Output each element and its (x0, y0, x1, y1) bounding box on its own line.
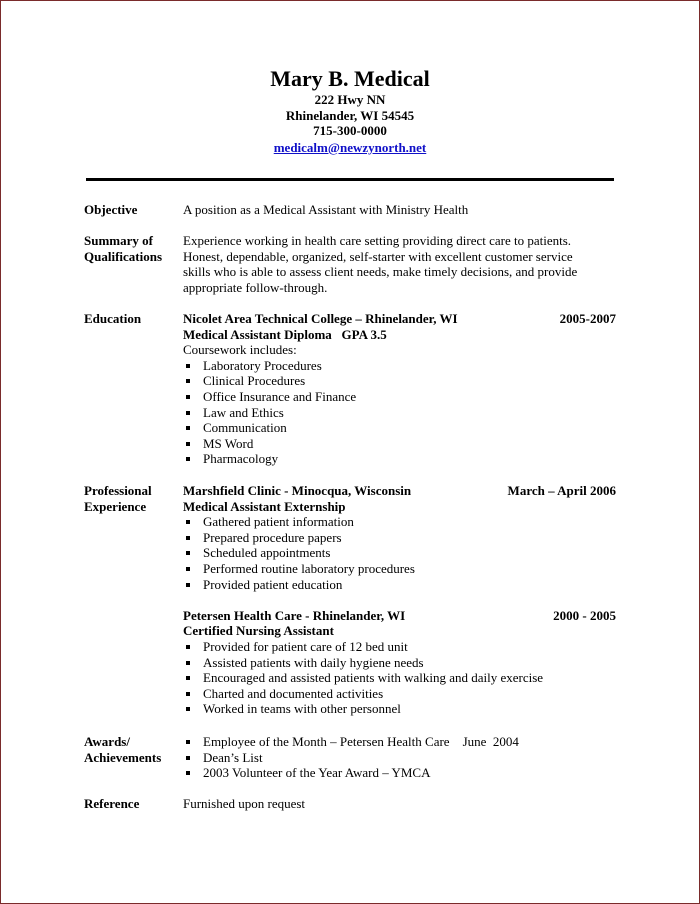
applicant-name: Mary B. Medical (270, 66, 430, 91)
list-item: Dean’s List (183, 750, 616, 766)
course-list (183, 358, 616, 467)
experience-label: Professional Experience (84, 483, 152, 514)
education-body (183, 311, 616, 467)
email-link[interactable]: medicalm@newzynorth.net (273, 139, 427, 155)
school-name: Nicolet Area Technical College – Rhinelander, WI (183, 311, 458, 326)
list-item: Communication (183, 420, 616, 436)
employer-name: Petersen Health Care - Rhinelander, WI (183, 607, 406, 623)
employer-name: Marshfield Clinic - Minocqua, Wisconsin (183, 483, 412, 498)
summary-label: Summary of Qualifications (84, 233, 163, 264)
coursework-intro: Coursework includes: (183, 342, 297, 358)
degree: Medical Assistant Diploma GPA 3.5 (183, 326, 387, 342)
list-item: Charted and documented activities (183, 686, 616, 702)
job-title: Medical Assistant Externship (183, 498, 346, 514)
list-item: Assisted patients with daily hygiene needs (183, 655, 616, 671)
list-item: Provided patient education (183, 577, 616, 593)
phone-number: 715-300-0000 (313, 123, 387, 138)
awards-body (183, 734, 616, 781)
job-title: Certified Nursing Assistant (183, 623, 334, 639)
resume-header (0, 66, 700, 157)
city-state-zip: Rhinelander, WI 54545 (285, 107, 415, 123)
education-label: Education (84, 311, 142, 326)
street-address: 222 Hwy NN (314, 92, 386, 107)
list-item: Employee of the Month – Petersen Health Care June 2004 (183, 734, 616, 750)
experience-body (183, 483, 616, 717)
list-item: Encouraged and assisted patients with walking and daily exercise (183, 670, 616, 686)
reference-label: Reference (84, 796, 140, 811)
list-item: Provided for patient care of 12 bed unit (183, 639, 616, 655)
list-item: Clinical Procedures (183, 373, 616, 389)
list-item: Worked in teams with other personnel (183, 701, 616, 717)
award-list (183, 734, 616, 781)
reference-text: Furnished upon request (183, 796, 306, 811)
list-item: MS Word (183, 436, 616, 452)
objective-label: Objective (84, 202, 138, 217)
education-dates: 2005-2007 (559, 311, 616, 326)
header-divider (86, 178, 614, 181)
list-item: Gathered patient information (183, 514, 616, 530)
list-item: Prepared procedure papers (183, 530, 616, 546)
job-dates: March – April 2006 (507, 483, 616, 498)
summary-text: Experience working in health care setting providing direct care to patients. Honest, dependable, organized, self-starter with excellent customer service skills who is able to assess client needs, make timely decisions, and provide appropriate follow-through. (183, 233, 578, 295)
job-dates: 2000 - 2005 (553, 607, 616, 623)
objective-text: A position as a Medical Assistant with Ministry Health (183, 202, 469, 217)
list-item: Pharmacology (183, 451, 616, 467)
duty-list (183, 514, 616, 592)
duty-list (183, 639, 616, 717)
awards-label: Awards/ Achievements (84, 734, 162, 765)
list-item: 2003 Volunteer of the Year Award – YMCA (183, 765, 616, 781)
list-item: Law and Ethics (183, 405, 616, 421)
list-item: Office Insurance and Finance (183, 389, 616, 405)
list-item: Performed routine laboratory procedures (183, 561, 616, 577)
list-item: Scheduled appointments (183, 545, 616, 561)
list-item: Laboratory Procedures (183, 358, 616, 374)
